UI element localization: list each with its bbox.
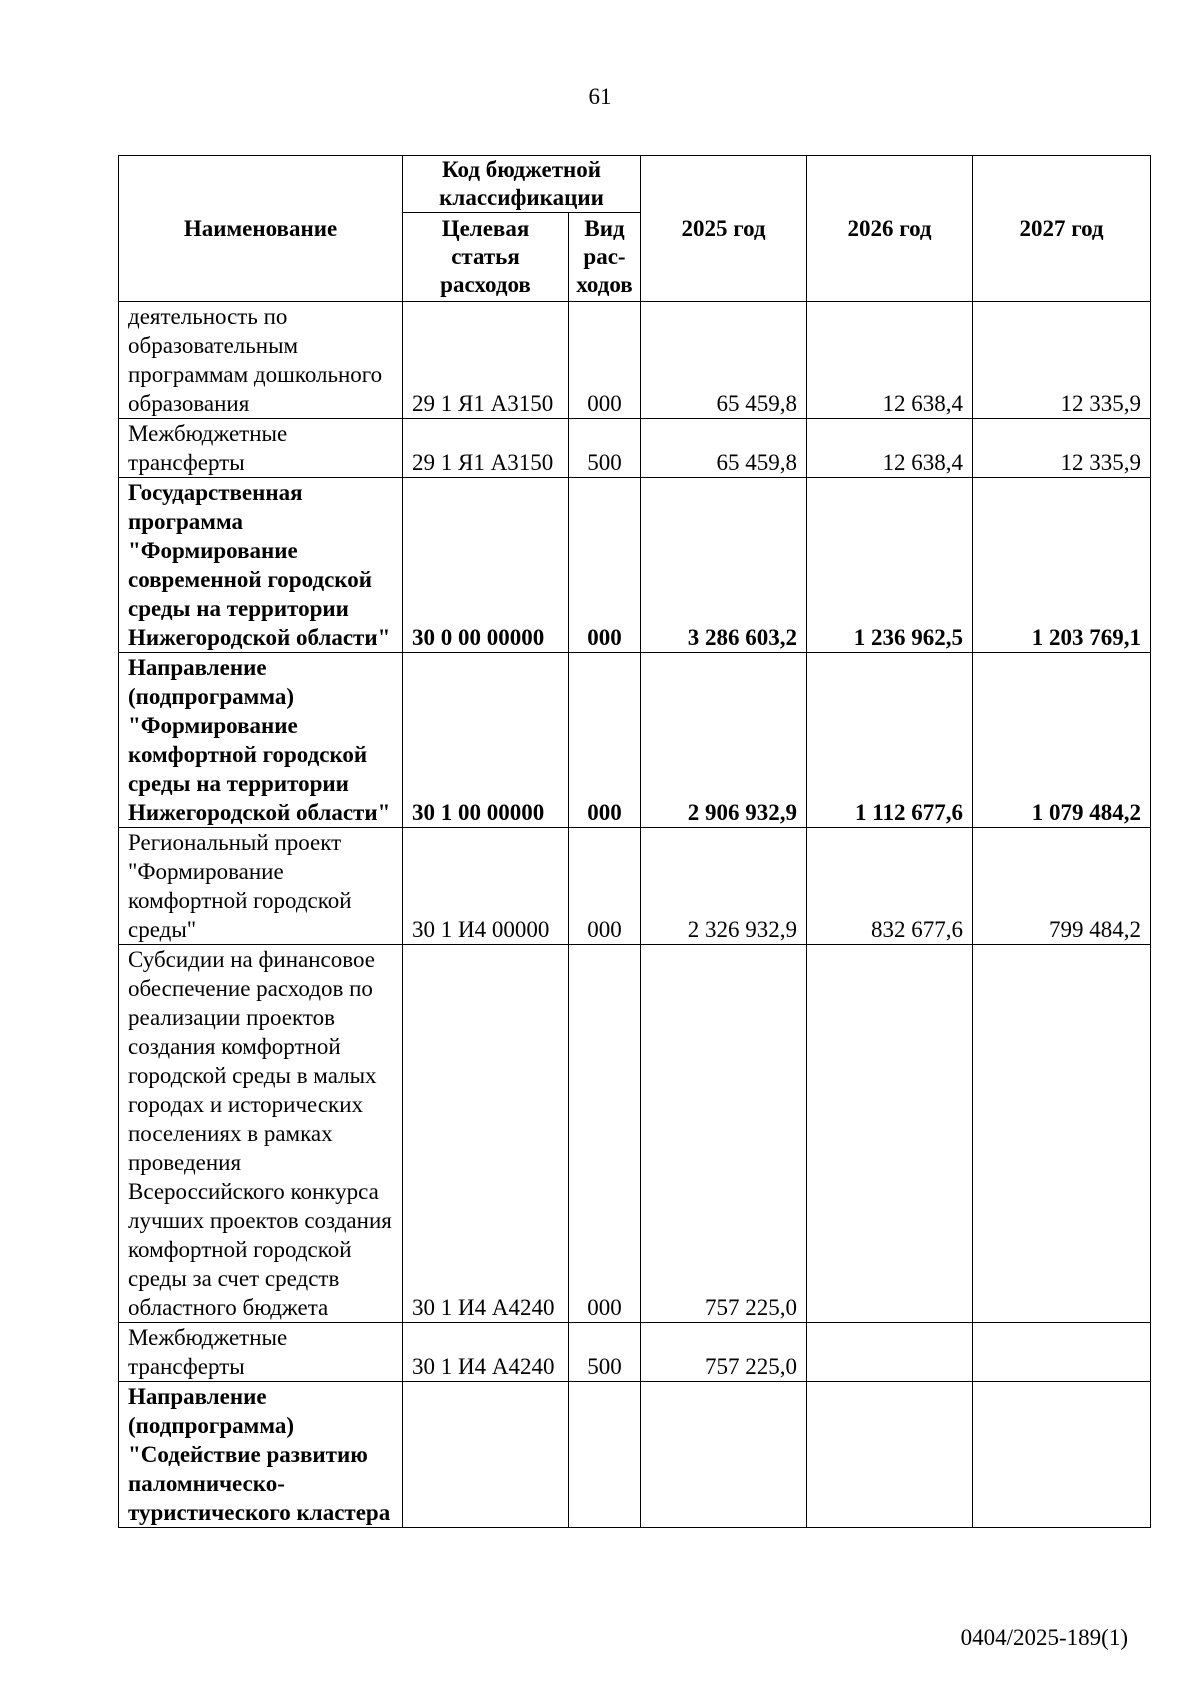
header-target-article: Целевая статья расходов xyxy=(403,213,569,302)
row-target-article: 29 1 Я1 А3150 xyxy=(403,302,569,419)
row-value-2025: 2 326 932,9 xyxy=(641,828,807,945)
header-year-2025: 2025 год xyxy=(641,156,807,302)
row-value-2027 xyxy=(973,1382,1151,1528)
table-row xyxy=(119,945,1151,1323)
row-value-2025: 3 286 603,2 xyxy=(641,478,807,653)
table-row xyxy=(119,419,1151,478)
row-target-article: 30 1 И4 А4240 xyxy=(403,945,569,1323)
row-value-2026 xyxy=(807,945,973,1323)
row-value-2027: 1 079 484,2 xyxy=(973,653,1151,828)
row-value-2026 xyxy=(807,1382,973,1528)
row-name: Межбюджетные трансферты xyxy=(119,1323,403,1382)
table-body xyxy=(119,302,1151,1528)
row-name: Межбюджетные трансферты xyxy=(119,419,403,478)
header-name: Наименование xyxy=(119,156,403,302)
row-value-2025: 65 459,8 xyxy=(641,302,807,419)
table-row xyxy=(119,1323,1151,1382)
table-header xyxy=(119,156,1151,302)
row-value-2026: 12 638,4 xyxy=(807,419,973,478)
row-value-2026 xyxy=(807,1323,973,1382)
row-value-2027 xyxy=(973,1323,1151,1382)
row-expense-type: 000 xyxy=(569,302,641,419)
table-row xyxy=(119,1382,1151,1528)
row-value-2027: 12 335,9 xyxy=(973,419,1151,478)
page-number: 61 xyxy=(588,84,612,109)
row-name: Направление (подпрограмма) "Формирование комфортной городской среды на территории Нижегородской области" xyxy=(119,653,403,828)
row-name: Направление (подпрограмма) "Содействие развитию паломническо-туристического кластера xyxy=(119,1382,403,1528)
row-name: Государственная программа "Формирование современной городской среды на территории Нижегородской области" xyxy=(119,478,403,653)
document-code: 0404/2025-189(1) xyxy=(960,1625,1128,1650)
row-target-article: 30 0 00 00000 xyxy=(403,478,569,653)
row-target-article: 30 1 00 00000 xyxy=(403,653,569,828)
row-value-2026: 1 236 962,5 xyxy=(807,478,973,653)
row-expense-type: 500 xyxy=(569,419,641,478)
row-value-2026: 12 638,4 xyxy=(807,302,973,419)
row-target-article: 29 1 Я1 А3150 xyxy=(403,419,569,478)
row-value-2026: 832 677,6 xyxy=(807,828,973,945)
row-expense-type: 000 xyxy=(569,653,641,828)
row-value-2025: 2 906 932,9 xyxy=(641,653,807,828)
row-target-article: 30 1 И4 00000 xyxy=(403,828,569,945)
table-row xyxy=(119,653,1151,828)
row-name: Субсидии на финансовое обеспечение расходов по реализации проектов создания комфортной городской среды в малых городах и исторических поселениях в рамках проведения Всероссийского конкурса лучших проектов создания комфортной городской среды за счет средств областного бюджета xyxy=(119,945,403,1323)
row-value-2025 xyxy=(641,1382,807,1528)
row-value-2027 xyxy=(973,945,1151,1323)
row-expense-type: 500 xyxy=(569,1323,641,1382)
row-target-article: 30 1 И4 А4240 xyxy=(403,1323,569,1382)
budget-table xyxy=(118,155,1151,1528)
header-budget-code: Код бюджетной классификации xyxy=(403,156,641,213)
row-expense-type: 000 xyxy=(569,945,641,1323)
header-year-2027: 2027 год xyxy=(973,156,1151,302)
row-value-2025: 65 459,8 xyxy=(641,419,807,478)
row-value-2025: 757 225,0 xyxy=(641,1323,807,1382)
row-value-2027: 1 203 769,1 xyxy=(973,478,1151,653)
row-expense-type xyxy=(569,1382,641,1528)
row-expense-type: 000 xyxy=(569,828,641,945)
table-row xyxy=(119,302,1151,419)
table-row xyxy=(119,828,1151,945)
row-value-2026: 1 112 677,6 xyxy=(807,653,973,828)
table-row xyxy=(119,478,1151,653)
row-value-2027: 12 335,9 xyxy=(973,302,1151,419)
row-name: деятельность по образовательным программам дошкольного образования xyxy=(119,302,403,419)
row-name: Региональный проект "Формирование комфортной городской среды" xyxy=(119,828,403,945)
row-target-article xyxy=(403,1382,569,1528)
header-expense-type: Вид рас-ходов xyxy=(569,213,641,302)
header-year-2026: 2026 год xyxy=(807,156,973,302)
row-value-2025: 757 225,0 xyxy=(641,945,807,1323)
row-value-2027: 799 484,2 xyxy=(973,828,1151,945)
row-expense-type: 000 xyxy=(569,478,641,653)
